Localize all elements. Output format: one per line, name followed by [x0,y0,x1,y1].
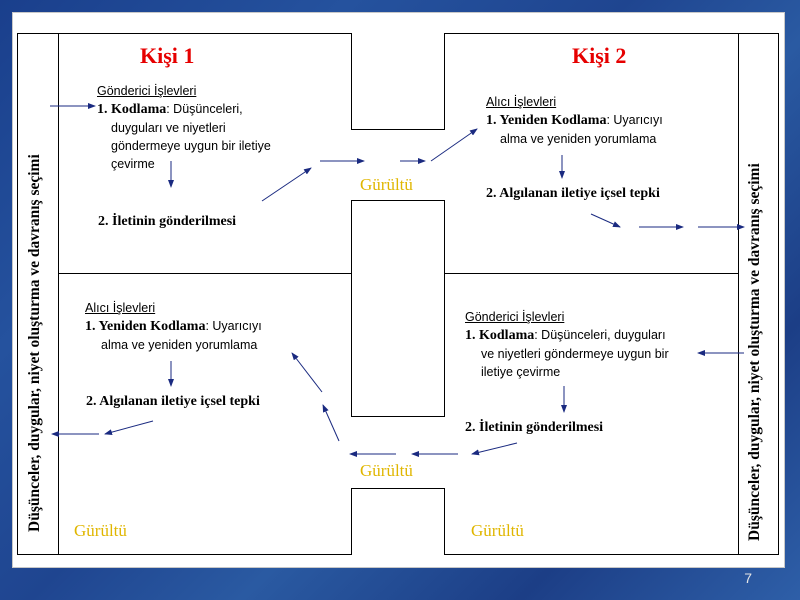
person2-receiver-item-line-2: alma ve yeniden yorumlama [500,132,657,146]
person1-sender-step2: 2. İletinin gönderilmesi [98,214,237,229]
person1-receiver-heading: Alıcı İşlevleri [85,301,156,315]
arrow-to-receiver1-up-2 [292,353,322,392]
arrow-to-receiver2 [431,129,477,161]
person1-sender-item-line-1: : Düşünceleri, [166,102,243,116]
person2-receiver-item-line-1: : Uyarıcıyı [606,113,663,127]
person2-receiver-item-label: 1. Yeniden Kodlama [486,113,607,128]
noise-label-person1: Gürültü [74,521,127,540]
person1-sender-item-label: 1. Kodlama [97,102,167,117]
person1-sender-item-line-4: çevirme [111,157,155,171]
person2-sender-step2: 2. İletinin gönderilmesi [465,420,604,435]
person2-sender-item-line-1: : Düşünceleri, duyguları [534,328,666,342]
arrow-send2-out [472,443,517,454]
left-side-label: Düşünceler, duygular, niyet oluşturma ve davranış seçimi [26,154,43,532]
arrow-send1-up [262,168,311,201]
person1-sender-heading: Gönderici İşlevleri [97,84,197,98]
person1-receiver-item-label: 1. Yeniden Kodlama [85,319,206,334]
arrow-response1-out [105,421,153,434]
person2-sender-item-line-3: iletiye çevirme [481,365,561,379]
person1-title: Kişi 1 [140,43,195,68]
right-side-label: Düşünceler, duygular, niyet oluşturma ve davranış seçimi [746,163,763,541]
person2-sender-heading: Gönderici İşlevleri [465,310,565,324]
person2-title: Kişi 2 [572,43,627,68]
person2-sender-item-label: 1. Kodlama [465,328,535,343]
person2-sender-item-line-2: ve niyetleri göndermeye uygun bir [481,347,669,361]
person1-receiver-step2: 2. Algılanan iletiye içsel tepki [86,394,260,409]
person2-receiver-step2: 2. Algılanan iletiye içsel tepki [486,186,660,201]
noise-label-bottom-channel: Gürültü [360,461,413,480]
person2-receiver-heading: Alıcı İşlevleri [486,95,557,109]
arrow-to-receiver1-up-1 [323,405,339,441]
person1-receiver-item-line-1: : Uyarıcıyı [205,319,262,333]
person1-receiver-item-line-2: alma ve yeniden yorumlama [101,338,258,352]
noise-label-top-channel: Gürültü [360,175,413,194]
person1-sender-item-line-2: duyguları ve niyetleri [111,121,226,135]
noise-label-person2: Gürültü [471,521,524,540]
page-number: 7 [744,570,752,586]
arrow-response2-down [591,214,620,227]
person1-sender-item-line-3: göndermeye uygun bir iletiye [111,139,271,153]
